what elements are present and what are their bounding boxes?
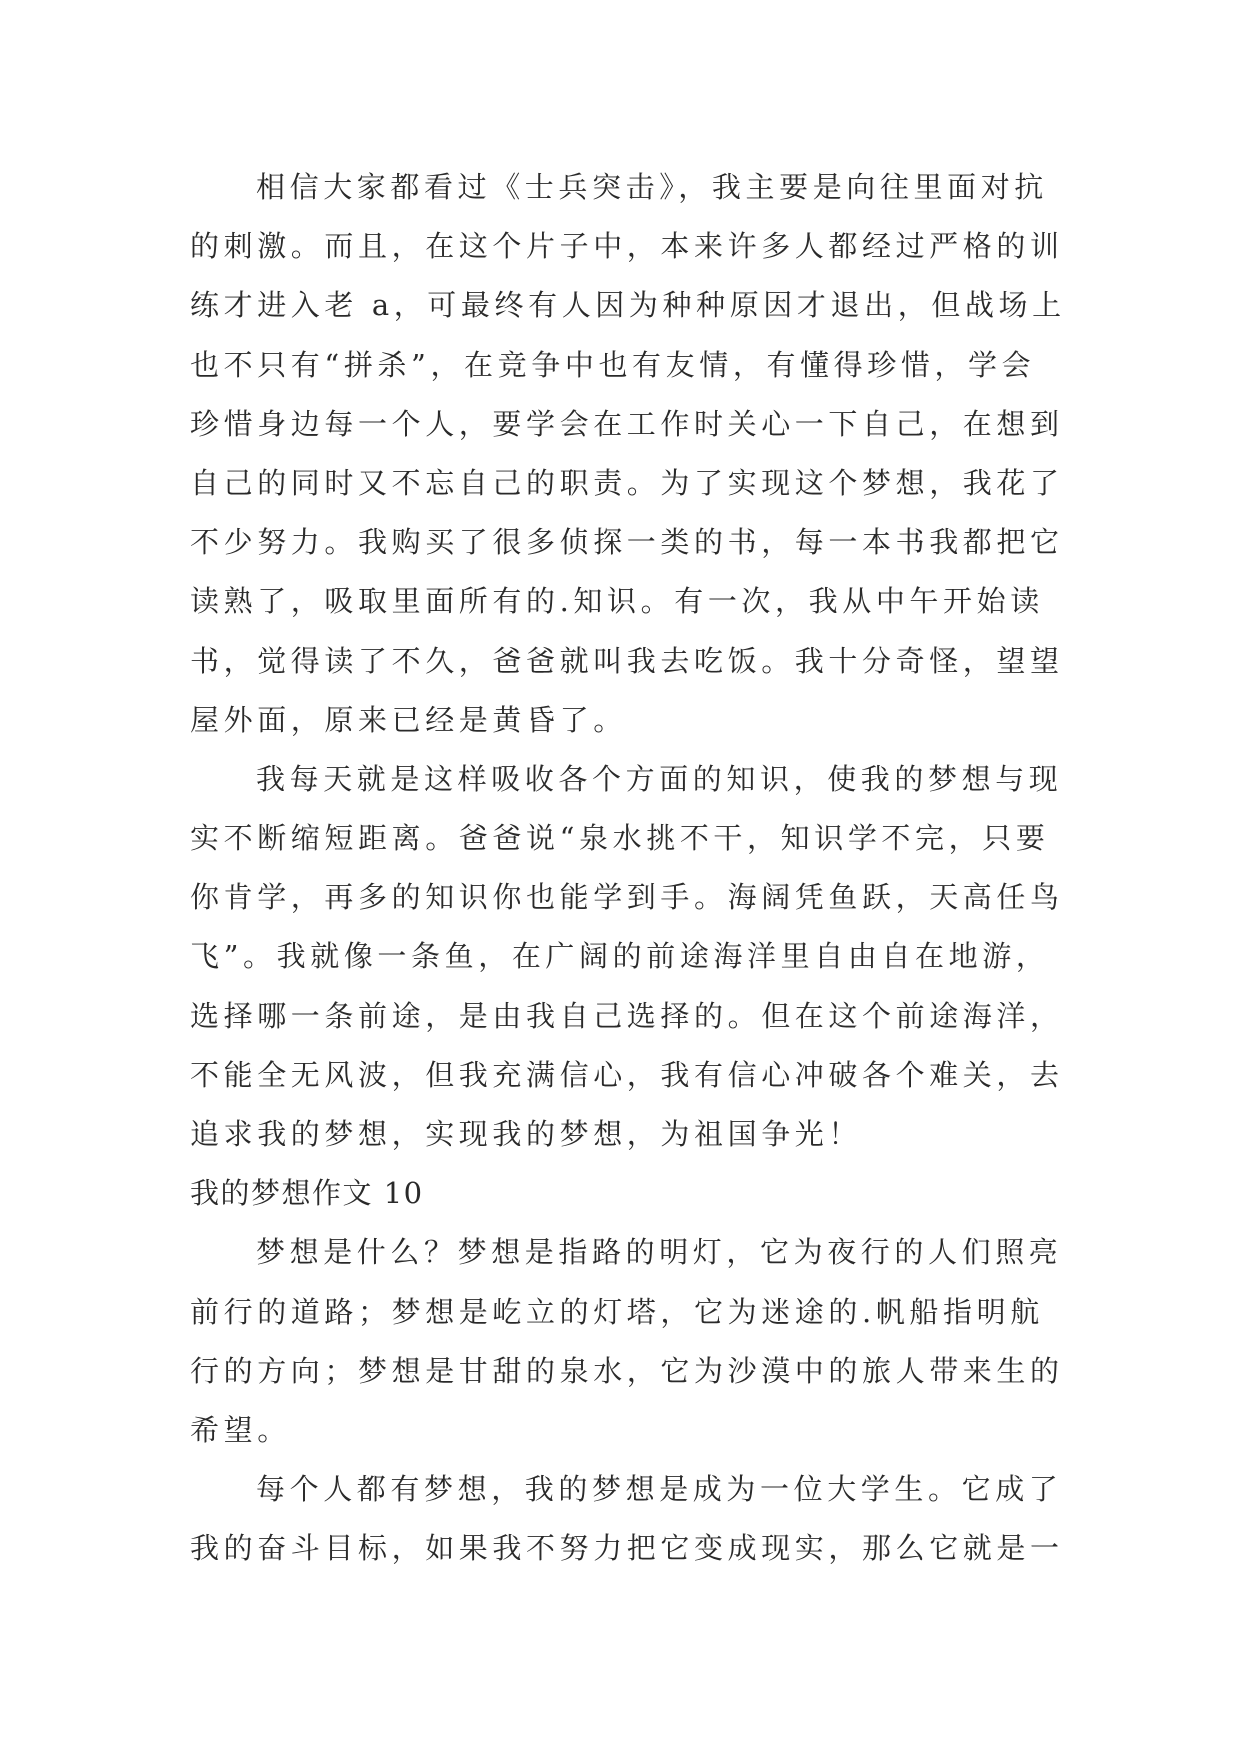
paragraph-line: 练才进入老 a，可最终有人因为种种原因才退出，但战场上	[190, 288, 1066, 323]
paragraph-line: 前行的道路；梦想是屹立的灯塔，它为迷途的.帆船指明航	[190, 1294, 1044, 1329]
paragraph-line: 读熟了，吸取里面所有的.知识。有一次，我从中午开始读	[190, 584, 1044, 619]
paragraph-line: 行的方向；梦想是甘甜的泉水，它为沙漠中的旅人带来生的	[190, 1353, 1064, 1388]
paragraph-line: 相信大家都看过《士兵突击》，我主要是向往里面对抗	[256, 170, 1048, 204]
paragraph-line: 实不断缩短距离。爸爸说“泉水挑不干，知识学不完，只要	[190, 821, 1050, 856]
paragraph-line: 选择哪一条前途，是由我自己选择的。但在这个前途海洋，	[190, 998, 1064, 1033]
paragraph-line: 希望。	[190, 1412, 291, 1447]
paragraph-2	[190, 750, 1070, 1164]
paragraph-line: 梦想是什么？梦想是指路的明灯，它为夜行的人们照亮	[256, 1235, 1063, 1270]
paragraph-line: 追求我的梦想，实现我的梦想，为祖国争光！	[190, 1117, 863, 1151]
paragraph-line: 自己的同时又不忘自己的职责。为了实现这个梦想，我花了	[190, 465, 1064, 500]
paragraph-line: 不少努力。我购买了很多侦探一类的书，每一本书我都把它	[190, 525, 1064, 560]
paragraph-line: 我的奋斗目标，如果我不努力把它变成现实，那么它就是一	[190, 1531, 1064, 1566]
paragraph-line: 珍惜身边每一个人，要学会在工作时关心一下自己，在想到	[190, 406, 1064, 441]
paragraph-line: 我每天就是这样吸收各个方面的知识，使我的梦想与现	[256, 761, 1063, 796]
paragraph-line: 你肯学，再多的知识你也能学到手。海阔凭鱼跃，天高任鸟	[190, 880, 1064, 915]
paragraph-line: 屋外面，原来已经是黄昏了。	[190, 702, 627, 737]
paragraph-3	[190, 1223, 1070, 1460]
paragraph-line: 的刺激。而且，在这个片子中，本来许多人都经过严格的训	[190, 229, 1064, 264]
paragraph-line: 飞”。我就像一条鱼，在广阔的前途海洋里自由自在地游，	[190, 939, 1050, 974]
paragraph-line: 不能全无风波，但我充满信心，我有信心冲破各个难关，去	[190, 1057, 1064, 1092]
paragraph-line: 也不只有“拼杀”，在竞争中也有友情，有懂得珍惜，学会	[190, 347, 1036, 382]
document-body	[190, 158, 1070, 1579]
paragraph-4	[190, 1460, 1070, 1578]
paragraph-1	[190, 158, 1070, 750]
paragraph-line: 每个人都有梦想，我的梦想是成为一位大学生。它成了	[256, 1472, 1063, 1507]
section-heading: 我的梦想作文 10	[190, 1176, 424, 1211]
paragraph-line: 书，觉得读了不久，爸爸就叫我去吃饭。我十分奇怪，望望	[190, 643, 1064, 678]
